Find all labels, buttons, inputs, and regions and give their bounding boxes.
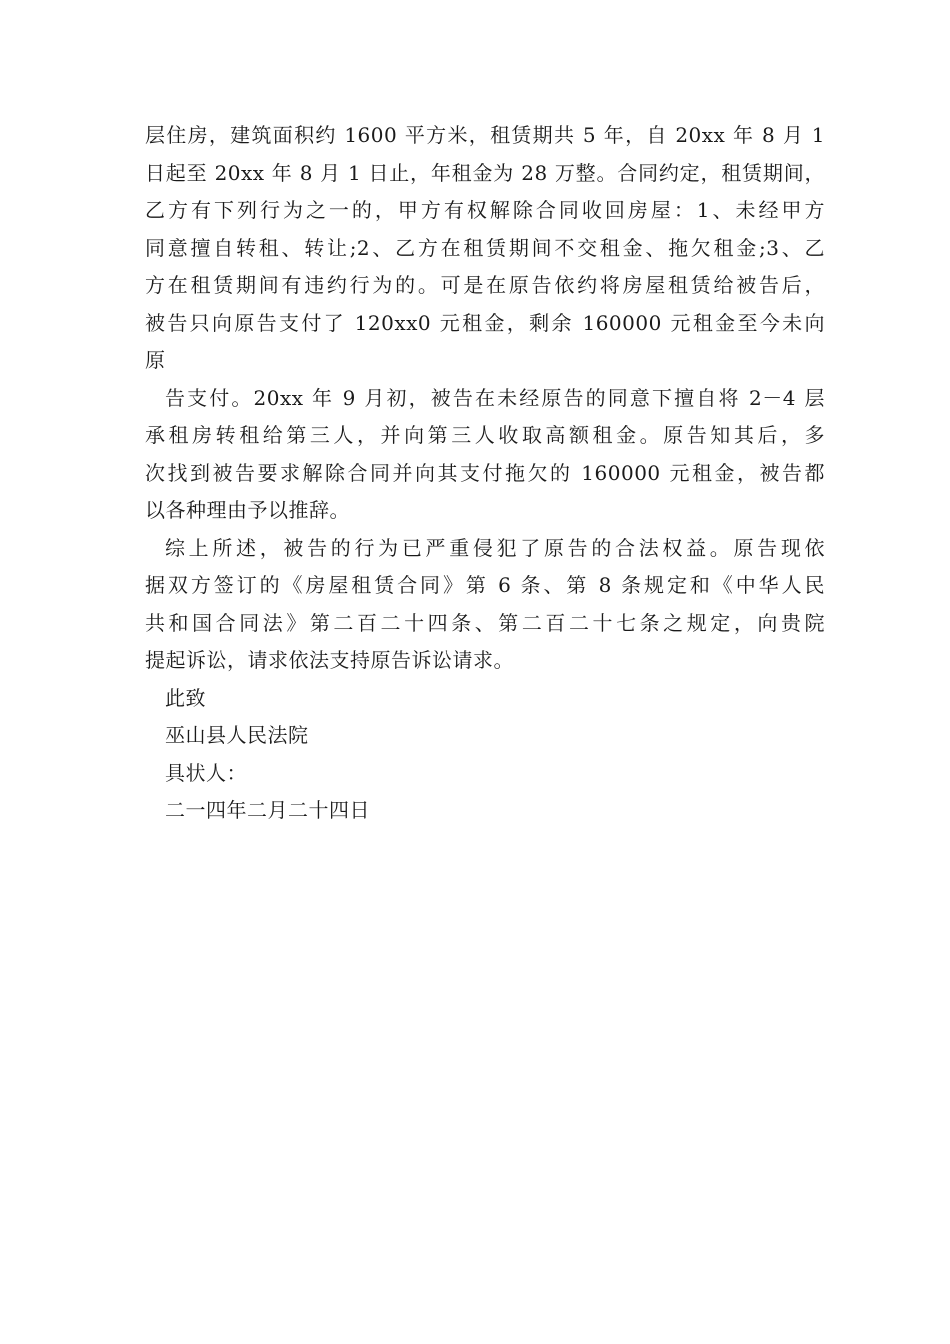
paragraph-3 xyxy=(145,530,825,680)
signer-label: 具状人： xyxy=(165,760,247,785)
text-line: 原 xyxy=(145,348,166,372)
text-line: 被告只向原告支付了 120xx0 元租金，剩余 160000 元租金至今未向 xyxy=(145,310,825,335)
closing-block xyxy=(145,680,825,830)
document-body xyxy=(145,117,825,830)
salutation: 此致 xyxy=(165,685,206,710)
text-line: 据双方签订的《房屋租赁合同》第 6 条、第 8 条规定和《中华人民 xyxy=(145,573,825,597)
text-line: 同意擅自转租、转让;2、乙方在租赁期间不交租金、拖欠租金;3、乙 xyxy=(145,235,825,260)
text-line: 日起至 20xx 年 8 月 1 日止，年租金为 28 万整。合同约定，租赁期间， xyxy=(145,160,825,185)
text-line: 以各种理由予以推辞。 xyxy=(145,498,350,522)
court-name: 巫山县人民法院 xyxy=(165,723,309,747)
text-line: 乙方有下列行为之一的，甲方有权解除合同收回房屋：1、未经甲方 xyxy=(145,198,825,222)
paragraph-1 xyxy=(145,117,825,380)
paragraph-2 xyxy=(145,380,825,530)
text-line: 综上所述，被告的行为已严重侵犯了原告的合法权益。原告现依 xyxy=(165,535,825,560)
text-line: 层住房，建筑面积约 1600 平方米，租赁期共 5 年，自 20xx 年 8 月 1 xyxy=(145,123,825,147)
text-line: 方在租赁期间有违约行为的。可是在原告依约将房屋租赁给被告后， xyxy=(145,273,825,297)
text-line: 次找到被告要求解除合同并向其支付拖欠的 160000 元租金，被告都 xyxy=(145,460,825,485)
text-line: 提起诉讼，请求依法支持原告诉讼请求。 xyxy=(145,648,514,672)
text-line: 承租房转租给第三人，并向第三人收取高额租金。原告知其后，多 xyxy=(145,423,825,447)
text-line: 共和国合同法》第二百二十四条、第二百二十七条之规定，向贵院 xyxy=(145,610,825,635)
document-date: 二一四年二月二十四日 xyxy=(165,798,370,822)
text-line: 告支付。20xx 年 9 月初，被告在未经原告的同意下擅自将 2－4 层 xyxy=(165,385,825,410)
